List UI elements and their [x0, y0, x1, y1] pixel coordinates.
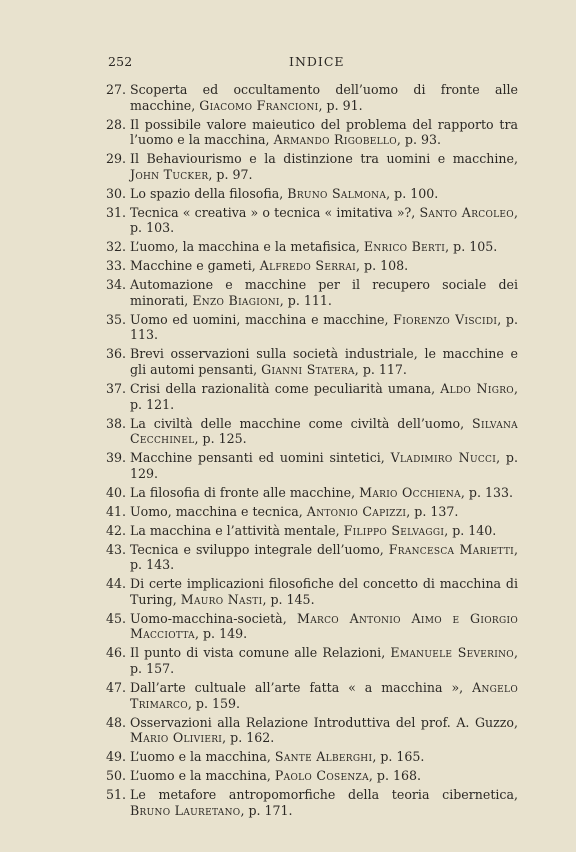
toc-entry [104, 542, 518, 573]
entry-text: Macchine pensanti ed uomini sintetici, Vladimiro Nucci, p. 129. [130, 450, 518, 481]
entry-text: Uomo, macchina e tecnica, Antonio Capizzi, p. 137. [130, 503, 459, 519]
entry-page: p. 103. [130, 220, 175, 236]
entry-page: p. 159. [195, 695, 241, 711]
entry-text: Crisi della razionalità come peculiarità umana, Aldo Nigro, p. 121. [130, 381, 518, 412]
toc-entry [104, 523, 518, 539]
entry-number: 51. [105, 787, 126, 803]
toc-entry [104, 82, 518, 113]
entry-number: 33. [105, 258, 126, 274]
entry-page: p. 113. [130, 311, 518, 343]
entry-number: 27. [105, 82, 126, 97]
entry-author: Emanuele Severino [390, 645, 514, 661]
entry-author: Filippo Selvaggi [343, 522, 445, 538]
entry-page: p. 108. [364, 258, 409, 274]
entry-page: p. 117. [362, 362, 407, 378]
entry-page: p. 140. [452, 522, 497, 538]
entry-page: p. 111. [287, 292, 332, 308]
entry-text: Scoperta ed occultamento dell’uomo di fronte alle macchine, Giacomo Francioni, p. 91. [130, 82, 518, 113]
entry-author: Fiorenzo Viscidi [393, 311, 498, 327]
toc-entry [104, 787, 518, 818]
entry-number: 42. [105, 522, 126, 538]
entry-author: Paolo Cosenza [274, 768, 369, 784]
entry-page: p. 143. [130, 557, 175, 573]
entry-author: Mauro Nasti [180, 591, 263, 607]
entry-number: 35. [105, 311, 126, 327]
entry-text: Uomo ed uomini, macchina e macchine, Fiorenzo Viscidi, p. 113. [130, 311, 518, 343]
toc-entry [104, 312, 518, 343]
entry-author: Sante Alberghi [274, 749, 373, 765]
running-title: INDICE [289, 54, 345, 69]
toc-entry [104, 715, 518, 746]
entry-page: p. 91. [326, 97, 363, 113]
entry-number: 43. [105, 541, 126, 557]
entry-title: L’uomo, la macchina e la metafisica, [130, 239, 360, 255]
entry-text: Tecnica « creativa » o tecnica « imitativa »?, Santo Arcoleo, p. 103. [130, 204, 518, 236]
entry-page: p. 171. [248, 802, 293, 818]
entry-page: p. 93. [404, 132, 441, 148]
entry-author: Francesca Marietti [388, 541, 514, 557]
entry-number: 46. [105, 645, 126, 661]
entry-text: La filosofia di fronte alle macchine, Mario Occhiena, p. 133. [130, 484, 514, 500]
entry-title: Automazione e macchine per il recupero sociale dei minorati, [130, 277, 518, 308]
entry-page: p. 97. [216, 166, 253, 182]
entry-text: Lo spazio della filosofia, Bruno Salmona, p. 100. [130, 185, 439, 201]
entry-author: Mario Occhiena [359, 484, 461, 500]
toc-entry [104, 117, 518, 148]
entry-number: 50. [105, 768, 126, 784]
entry-page: p. 137. [414, 503, 459, 519]
entry-page: p. 100. [394, 185, 439, 201]
entry-author: Angelo Trimarco [130, 680, 518, 711]
entry-author: Armando Rigobello [273, 132, 397, 148]
toc-entry [104, 680, 518, 711]
entry-text: L’uomo e la macchina, Sante Alberghi, p. 165. [130, 749, 425, 765]
entry-text: Le metafore antropomorfiche della teoria cibernetica, Bruno Lauretano, p. 171. [130, 787, 518, 818]
entry-number: 29. [105, 151, 126, 167]
entry-text: L’uomo e la macchina, Paolo Cosenza, p. 168. [130, 768, 422, 784]
entry-author: Bruno Lauretano [130, 802, 241, 818]
entry-number: 32. [105, 239, 126, 255]
entry-author: Alfredo Serrai [259, 258, 357, 274]
entry-author: Bruno Salmona [287, 185, 387, 201]
toc-entry [104, 611, 518, 642]
entry-title: Il Behaviourismo e la distinzione tra uomini e macchine, [130, 151, 518, 167]
entry-title: La civiltà delle macchine come civiltà dell’uomo, [130, 415, 465, 431]
entry-author: Silvana Cecchinel [130, 415, 518, 447]
entry-page: p. 145. [270, 591, 315, 607]
entry-text: La civiltà delle macchine come civiltà dell’uomo, Silvana Cecchinel, p. 125. [130, 415, 518, 447]
entry-title: Uomo ed uomini, macchina e macchine, [130, 311, 389, 327]
toc-entry [104, 205, 518, 236]
toc-entry [104, 485, 518, 501]
entry-title: Il possibile valore maieutico del problema del rapporto tra l’uomo e la macchina, [130, 116, 518, 148]
page-number: 252 [108, 54, 133, 69]
entry-number: 47. [105, 680, 126, 695]
entry-page: p. 105. [453, 239, 498, 255]
entry-text: Macchine e gameti, Alfredo Serrai, p. 108. [130, 258, 409, 274]
entry-title: Di certe implicazioni filosofiche del concetto di macchina di Turing, [130, 576, 518, 607]
entry-page: p. 121. [130, 396, 175, 412]
entry-page: p. 149. [203, 626, 248, 642]
entry-text: Brevi osservazioni sulla società industriale, le macchine e gli automi pensanti, Gianni Statera, p. 117. [130, 346, 518, 378]
toc-entry [104, 416, 518, 447]
entry-number: 36. [105, 346, 126, 362]
toc-entry [104, 749, 518, 765]
entry-number: 37. [105, 381, 126, 396]
entry-text: Automazione e macchine per il recupero sociale dei minorati, Enzo Biagioni, p. 111. [130, 277, 518, 308]
entry-title: Scoperta ed occultamento dell’uomo di fronte alle macchine, [130, 82, 518, 113]
toc-entry [104, 258, 518, 274]
entry-title: L’uomo e la macchina, [130, 768, 271, 784]
entry-title: Macchine pensanti ed uomini sintetici, [130, 450, 385, 466]
entry-text: L’uomo, la macchina e la metafisica, Enrico Berti, p. 105. [130, 239, 498, 255]
entry-page: p. 133. [468, 484, 514, 500]
entry-author: Aldo Nigro [440, 381, 514, 396]
entry-title: L’uomo e la macchina, [130, 749, 271, 765]
entry-number: 30. [105, 185, 126, 201]
entry-author: Enzo Biagioni [192, 292, 280, 308]
entry-text: La macchina e l’attività mentale, Filippo Selvaggi, p. 140. [130, 522, 497, 538]
entry-author: Marco Antonio Aimo e Giorgio Macciotta [130, 610, 518, 642]
toc-entry [104, 768, 518, 784]
entry-text: Osservazioni alla Relazione Introduttiva del prof. A. Guzzo, Mario Olivieri, p. 162. [130, 714, 518, 746]
entry-title: Osservazioni alla Relazione Introduttiva del prof. A. Guzzo, [130, 714, 518, 730]
entry-text: Dall’arte cultuale all’arte fatta « a macchina », Angelo Trimarco, p. 159. [130, 680, 518, 711]
entry-title: Uomo, macchina e tecnica, [130, 503, 303, 519]
entry-number: 40. [105, 484, 126, 500]
entry-title: Brevi osservazioni sulla società industriale, le macchine e gli automi pensanti, [130, 346, 518, 378]
entry-title: La filosofia di fronte alle macchine, [130, 484, 356, 500]
entry-number: 45. [105, 610, 126, 626]
entry-number: 48. [105, 714, 126, 730]
entry-author: Santo Arcoleo [419, 204, 514, 220]
entry-title: Tecnica « creativa » o tecnica « imitativa »?, [130, 204, 416, 220]
entry-author: Mario Olivieri [130, 730, 223, 746]
toc-entry [104, 450, 518, 481]
toc-entry [104, 186, 518, 202]
entry-title: Dall’arte cultuale all’arte fatta « a macchina », [130, 680, 464, 695]
entry-text: Il punto di vista comune alle Relazioni, Emanuele Severino, p. 157. [130, 645, 518, 677]
toc-entry [104, 645, 518, 676]
entry-title: Tecnica e sviluppo integrale dell’uomo, [130, 541, 384, 557]
entry-author: Gianni Statera [261, 362, 355, 378]
entry-title: Crisi della razionalità come peculiarità umana, [130, 381, 436, 396]
entry-number: 44. [105, 576, 126, 592]
toc-entry [104, 151, 518, 182]
entry-title: Lo spazio della filosofia, [130, 185, 284, 201]
entry-number: 34. [105, 277, 126, 293]
entry-author: Antonio Capizzi [306, 503, 407, 519]
entry-number: 41. [105, 503, 126, 519]
toc-entry [104, 381, 518, 412]
toc-entry [104, 504, 518, 520]
entry-number: 38. [105, 415, 126, 431]
entry-page: p. 157. [130, 661, 175, 677]
entry-text: Uomo-macchina-società, Marco Antonio Aimo e Giorgio Macciotta, p. 149. [130, 610, 518, 642]
entry-page: p. 129. [130, 450, 518, 481]
entry-text: Di certe implicazioni filosofiche del concetto di macchina di Turing, Mauro Nasti, p. 145. [130, 576, 518, 607]
toc-entry [104, 346, 518, 377]
entry-title: Le metafore antropomorfiche della teoria cibernetica, [130, 787, 518, 803]
entry-text: Il possibile valore maieutico del problema del rapporto tra l’uomo e la macchina, Armando Rigobello, p. 93. [130, 116, 518, 148]
entry-author: Giacomo Francioni [199, 97, 319, 113]
entry-title: La macchina e l’attività mentale, [130, 522, 340, 538]
table-of-contents [104, 82, 518, 822]
entry-page: p. 168. [376, 768, 422, 784]
toc-entry [104, 277, 518, 308]
entry-title: Il punto di vista comune alle Relazioni, [130, 645, 386, 661]
toc-entry [104, 239, 518, 255]
entry-number: 39. [105, 450, 126, 466]
entry-author: Enrico Berti [363, 239, 446, 255]
entry-number: 28. [105, 116, 126, 132]
entry-author: John Tucker [130, 166, 209, 182]
entry-title: Macchine e gameti, [130, 258, 256, 274]
entry-number: 49. [105, 749, 126, 765]
entry-text: Tecnica e sviluppo integrale dell’uomo, Francesca Marietti, p. 143. [130, 541, 518, 573]
entry-text: Il Behaviourismo e la distinzione tra uomini e macchine, John Tucker, p. 97. [130, 151, 518, 182]
entry-title: Uomo-macchina-società, [130, 610, 287, 626]
entry-author: Vladimiro Nucci [390, 450, 497, 466]
entry-page: p. 162. [230, 730, 275, 746]
entry-number: 31. [105, 204, 126, 220]
entry-page: p. 125. [202, 431, 247, 447]
toc-entry [104, 576, 518, 607]
entry-page: p. 165. [380, 749, 425, 765]
page-header [0, 54, 576, 72]
